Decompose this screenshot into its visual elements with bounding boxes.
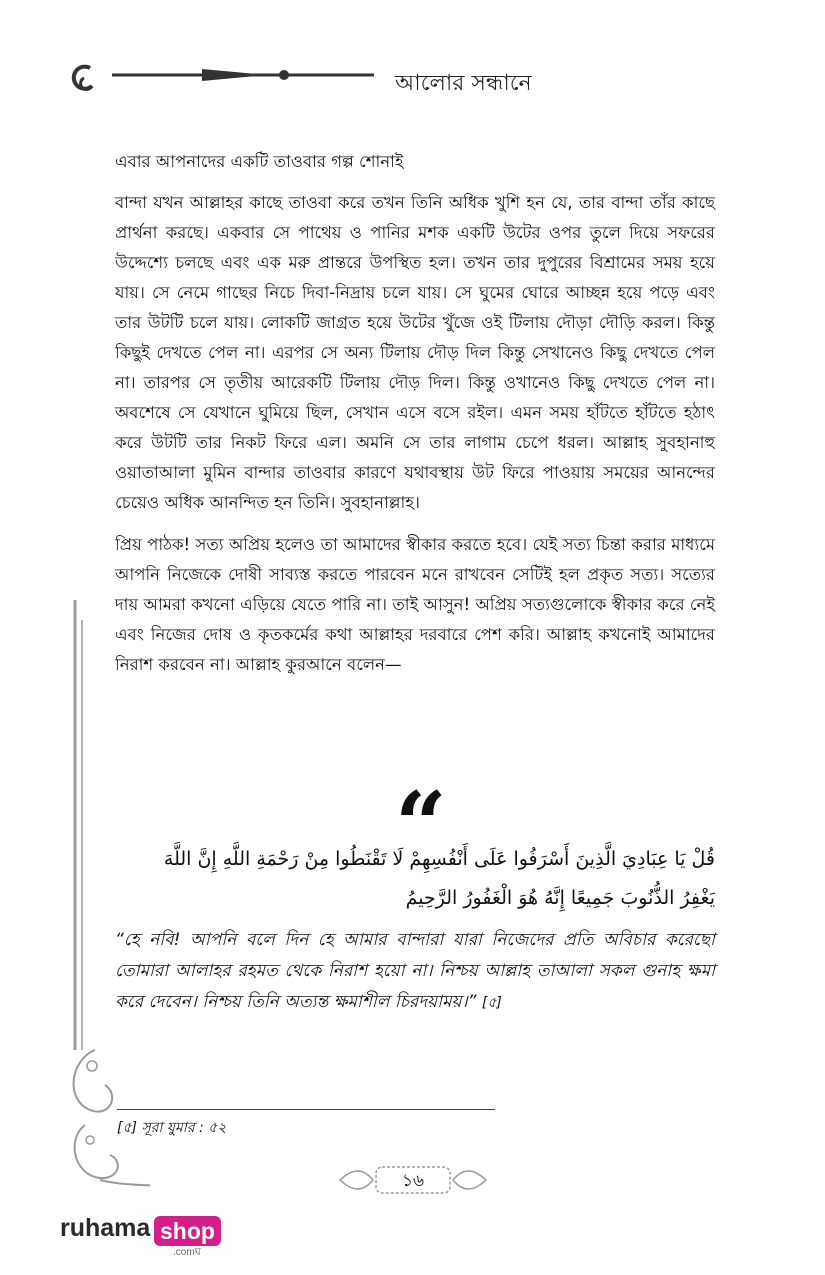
- arabic-verse-line-2: يَغْفِرُ الذُّنُوبَ جَمِيعًا إِنَّهُ هُوَ الْغَفُورُ الرَّحِيمُ: [405, 887, 715, 909]
- logo-domain: .comঘ: [173, 1247, 201, 1258]
- story-paragraph: বান্দা যখন আল্লাহর কাছে তাওবা করে তখন তিনি অধিক খুশি হন যে, তার বান্দা তাঁর কাছে প্রার্থনা করছে। একবার সে পাথেয় ও পানির মশক একটি উটের ওপর তুলে দিয়ে সফরের উদ্দেশ্যে চলছে এবং এক মরু প্রান্তরে উপস্থিত হল। তখন তার দুপুরের বিশ্রামের সময় হয়ে যায়। সে নেমে গাছের নিচে দিবা-নিদ্রায় চলে যায়। সে ঘুমের ঘোরে আচ্ছন্ন হয়ে পড়ে এবং তার উটটি চলে যায়। লোকটি জাগ্রত হয়ে উটের খুঁজে ওই টিলায় দৌড়া দৌড়ি করল। কিন্তু কিছুই দেখতে পেল না। এরপর সে অন্য টিলায় দৌড় দিল কিন্তু সেখানেও কিছু দেখতে পেল না। তারপর সে তৃতীয় আরেকটি টিলায় দৌড় দিল। কিন্তু ওখানেও কিছু দেখতে পেল না। অবশেষে সে যেখানে ঘুমিয়ে ছিল, সেখান এসে বসে রইল। এমন সময় হাঁটতে হাঁটতে হঠাৎ করে উটটি তার নিকট ফিরে এল। অমনি সে তার লাগাম চেপে ধরল। আল্লাহ সুবহানাহু ওয়াতাআলা মুমিন বান্দার তাওবার কারণে যথাবস্থায় উট ফিরে পাওয়ায় সময়ের আনন্দের চেয়েও অধিক আনন্দিত হন তিনি। সুবহানাল্লাহ।: [115, 193, 715, 512]
- logo-text-ruhama: ruhama: [60, 1214, 151, 1242]
- page-number-frame: [338, 1163, 488, 1197]
- translation-text: “হে নবি! আপনি বলে দিন হে আমার বান্দারা যারা নিজেদের প্রতি অবিচার করেছো তোমারা আলাহর রহমত থেকে নিরাশ হয়ো না। নিশ্চয় আল্লাহ তাআলা সকল গুনাহ ক্ষমা করে দেবেন। নিশ্চয় তিনি অত্যন্ত ক্ষমাশীল চিরদয়াময়।”: [115, 930, 715, 1012]
- footnote-reference: [৫]: [481, 995, 502, 1011]
- book-title: আলোর সন্ধানে: [395, 71, 532, 96]
- page-number: ১৬: [401, 1171, 425, 1191]
- intro-line: এবার আপনাদের একটি তাওবার গল্প শোনাই: [115, 152, 404, 171]
- page-header: [62, 58, 762, 98]
- footnote-text: [৫] সূরা যুমার : ৫২: [117, 1120, 227, 1136]
- verse-translation: [115, 925, 715, 1019]
- reader-paragraph: প্রিয় পাঠক! সত্য অপ্রিয় হলেও তা আমাদের স্বীকার করতে হবে। যেই সত্য চিন্তা করার মাধ্যমে আপনি নিজেকে দোষী সাব্যস্ত করতে পারবেন মনে রাখবেন সেটিই হল প্রকৃত সত্য। সত্যের দায় আমরা কখনো এড়িয়ে যেতে পারি না। তাই আসুন! অপ্রিয় সত্যগুলোকে স্বীকার করে নেই এবং নিজের দোষ ও কৃতকর্মের কথা আল্লাহর দরবারে পেশ করি। আল্লাহ কখনোই আমাদের নিরাশ করবেন না। আল্লাহ কুরআনে বলেন—: [115, 535, 715, 674]
- main-content: [115, 148, 715, 692]
- footnote-divider: [117, 1109, 495, 1110]
- quote-mark-icon: “: [395, 772, 447, 878]
- logo-text-shop: shop: [154, 1216, 221, 1246]
- arabic-verse-line-1: قُلْ يَا عِبَادِيَ الَّذِينَ أَسْرَفُوا عَلَى أَنْفُسِهِمْ لَا تَقْنَطُوا مِنْ رَحْمَةِ اللَّهِ إِنَّ اللَّهَ: [163, 848, 715, 870]
- header-ornament: [62, 58, 392, 98]
